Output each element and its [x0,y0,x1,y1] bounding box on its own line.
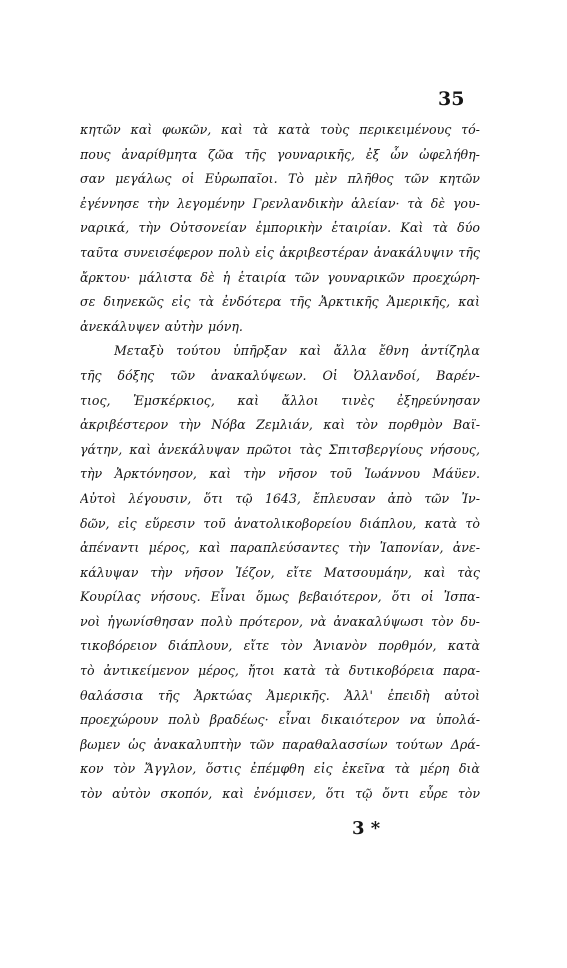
word: δικαιότερον [321,712,400,728]
text-line [80,733,480,758]
word: Οὐτσονείαν [169,220,247,236]
word: παρα- [443,663,480,679]
word: ἀκριβέστερον [80,417,169,433]
word: μέρος, [197,663,239,679]
word: ὅτι [325,786,346,802]
word: ἠγωνίσθησαν [107,613,194,629]
word: καὶ [198,540,221,556]
word: εἴτε [243,638,270,654]
word: τιος, [80,392,111,408]
word: ἤτοι [247,663,275,679]
word: γουναρικῆς, [276,146,356,162]
word: μὲν [314,171,338,187]
word: δύο [457,220,480,236]
word: τὰς [457,564,480,580]
word: βεβαιότερον, [298,589,382,605]
word: τῆς [244,146,267,162]
word: τῶν [294,269,320,285]
word: τούτου [176,343,221,359]
text-line [80,757,480,782]
word: ἐξ [365,146,380,162]
word: Ἀρκτικῆς [319,294,379,310]
word: δυτικοβόρεια [348,663,435,679]
word: πρότερον, [239,613,303,629]
word: ἑταιρία [238,269,287,285]
word: εὕρεσιν [145,515,195,531]
word: Ἀρκτώας [194,687,252,703]
text-line [80,487,480,512]
word: Ἰν- [461,490,480,506]
word: ἀντικείμενον [103,663,190,679]
word: Ἀνιανὸν [313,638,367,654]
word: νὰ [310,613,327,629]
word: Καὶ [400,220,424,236]
word: μόνη. [207,318,243,334]
word: τούτων [395,736,443,752]
word: λέγουσιν, [128,490,192,506]
word: δὲ [430,195,446,211]
word: προεχώρη- [412,269,480,285]
word: γουναρικῶν [327,269,405,285]
word: Εἶναι [210,589,246,605]
word: τικοβόρειον [80,638,157,654]
word: καὶ [237,392,260,408]
word: ἀνε- [452,540,480,556]
word: ὠφελήθη- [419,146,480,162]
word: πλῆθος [347,171,394,187]
word: ἐξηρεύνησαν [396,392,480,408]
word: Αὐτοὶ [80,490,117,506]
word: μέρος, [148,540,190,556]
word: γάτην, [80,441,123,457]
word: αὐτοὶ [444,687,480,703]
word: ἁλείαν· [351,195,400,211]
word: ἀνατολικοβορείου [234,515,352,531]
word: εὗρε [419,786,448,802]
word: Σπιτσβεργίους [328,441,423,457]
text-line [80,561,480,586]
word: κάλυψαν [80,564,139,580]
text-line [80,167,480,192]
word: ναρικά, [80,220,130,236]
word: ὅμως [255,589,289,605]
word: βωμεν [80,736,121,752]
word: Βαρέν- [436,367,480,383]
word: ἀντίζηλα [420,343,480,359]
text-line [80,782,480,807]
word: εἰς [255,244,274,260]
word: τὴν [147,195,170,211]
word: καὶ [458,294,480,310]
word: τὸ [465,515,480,531]
word: φωκῶν, [162,122,212,137]
word: τῆς [80,367,102,383]
word: ἀνακάλυψιν [373,244,454,260]
word: καὶ [222,786,244,802]
word: καὶ [299,343,322,359]
word: τὸ [80,663,95,679]
word: Ἰέζον, [235,564,275,580]
word: ὄντι [382,786,410,802]
word: Ἐμσκέρκιος, [133,392,215,408]
word: ἡ [222,269,231,285]
word: νοὶ [80,613,101,629]
word: Νόβα [211,417,246,433]
word: καὶ [130,122,153,137]
word: παραθαλασσίων [282,736,388,752]
word: ἐκεῖνα [342,761,385,777]
word: Γρενλανδικὴν [252,195,344,211]
text-line [80,659,480,684]
word: ἀνεκάλυψεν [80,318,160,334]
word: Ὀλλανδοί, [353,367,421,383]
word: ἀπὸ [387,490,413,506]
word: τῷ [235,490,253,506]
word: διάπλου, [359,515,417,531]
word: σε [80,294,96,310]
word: ὅτι [391,589,412,605]
word: ὅτι [203,490,224,506]
word: τὰ [394,761,410,777]
word: Ζεμλιάν, [256,417,313,433]
word: συνεισέφερον [123,244,214,260]
word: διὰ [458,761,480,777]
word: ἔθνη [379,343,409,359]
word: τὰ [407,195,423,211]
word: ἔπλευσαν [313,490,376,506]
word: μεγάλως [115,171,172,187]
signature-mark: 3 * [352,818,381,839]
word: ἀνακαλυπτὴν [153,736,242,752]
word: Μεταξὺ [114,343,164,359]
word: λεγομένην [177,195,245,211]
word: τὴν [243,466,266,482]
word: τὴν [138,220,161,236]
word: καὶ [323,417,346,433]
word: ἐγέννησε [80,195,140,211]
word: θαλάσσια [80,687,144,703]
word: ὡς [128,736,146,752]
word: πολὺ [200,613,233,629]
word: κητῶν [439,171,480,187]
word: καὶ [209,466,232,482]
word: τῆς [289,294,312,310]
word: μάλιστα [138,269,193,285]
word: τῆς [458,244,480,260]
word: ὑπῆρξαν [233,343,287,359]
word: ἀπέναντι [80,540,140,556]
text-line [80,192,480,217]
word: τῶν [403,171,429,187]
word: Ματσουμάην, [323,564,412,580]
text-line [80,708,480,733]
word: κατὰ [447,638,480,654]
text-line [80,634,480,659]
word: ταῦτα [80,244,119,260]
text-line [80,118,480,143]
text-line [80,216,480,241]
text-line [80,364,480,389]
word: περικειμένους [359,122,452,137]
word: τὰ [252,122,269,137]
word: τὰ [432,220,448,236]
text-line [80,585,480,610]
word: Ἰσπα- [443,589,480,605]
word: ἀκριβεστέραν [279,244,369,260]
word: Δρά- [450,736,480,752]
word: εἰς [313,761,333,777]
word: Οἱ [322,367,338,383]
word: ἐπέμφθη [250,761,305,777]
word: κητῶν [80,122,121,137]
word: τῷ [355,786,373,802]
word: τὸν [457,786,480,802]
word: ἐνδότερα [222,294,282,310]
word: ἐπειδὴ [387,687,430,703]
word: τὰ [198,294,215,310]
word: σαν [80,171,105,187]
word: τὴν [80,466,103,482]
text-line [80,610,480,635]
word: κον [80,761,104,777]
text-line [80,315,480,340]
word: Ἄγγλον, [144,761,197,777]
word: τῶν [249,736,275,752]
word: ἀνακαλύψεων. [210,367,307,383]
word: εἶναι [278,712,312,728]
word: βραδέως· [209,712,269,728]
text-line [80,438,480,463]
word: Εὐρωπαῖοι. [204,171,278,187]
word: Ἀμερικῆς. [266,687,330,703]
word: νῆσον [184,564,224,580]
word: τὸν [280,638,303,654]
word: ἐνόμισεν, [253,786,316,802]
word: τῆς [157,687,180,703]
word: καὶ [129,441,152,457]
word: κατὰ [277,122,311,137]
word: παραπλεύσαντες [230,540,339,556]
word: Ἀρκτόνησον, [114,466,197,482]
word: Ἰωάννου [364,466,421,482]
word: ὅστις [205,761,241,777]
word: τοὺς [320,122,350,137]
text-line [80,462,480,487]
word: νήσους. [150,589,201,605]
text-line [80,536,480,561]
word: καὶ [423,564,446,580]
word: σκοπόν, [160,786,213,802]
word: κατὰ [424,515,457,531]
word: τὴν [178,417,201,433]
word: να [409,712,426,728]
word: δόξης [117,367,155,383]
word: πρῶτοι [246,441,293,457]
word: τὰς [299,441,322,457]
word: δῶν, [80,515,110,531]
text-line [80,684,480,709]
word: ὑπολά- [435,712,480,728]
word: τοῦ [203,515,226,531]
word: τῶν [170,367,195,383]
word: πολὺ [218,244,250,260]
word: εἴτε [286,564,312,580]
word: τοῦ [329,466,352,482]
word: τινὲς [341,392,375,408]
word: Ἀλλ' [344,687,374,703]
body-text [80,118,480,807]
text-line [80,266,480,291]
word: τό- [461,122,480,137]
word: ἄρκτου· [80,269,131,285]
word: ἀναρίθμητα [121,146,198,162]
word: νήσους, [429,441,480,457]
word: πορθμὸν [388,417,443,433]
word: τὴν [150,564,173,580]
word: ζῶα [208,146,234,162]
text-line [80,389,480,414]
word: προεχώρουν [80,712,159,728]
text-line [80,290,480,315]
text-line [80,512,480,537]
page-number: 35 [438,88,465,110]
word: εἰς [171,294,191,310]
word: 1643, [264,490,301,506]
word: αὐτὸν [112,786,151,802]
word: Τὸ [288,171,305,187]
word: νῆσον [278,466,318,482]
word: διηνεκῶς [103,294,164,310]
word: Βαϊ- [453,417,480,433]
word: διάπλουν, [168,638,233,654]
text-line [80,339,480,364]
word: ὧν [390,146,409,162]
word: πους [80,146,111,162]
word: τὸν [355,417,378,433]
word: Ἰαπονίαν, [379,540,444,556]
word: εἰς [117,515,137,531]
word: τὸν [80,786,103,802]
word: δυ- [460,613,480,629]
word: τὰ [324,663,341,679]
text-line [80,413,480,438]
word: πορθμόν, [378,638,437,654]
word: καὶ [221,122,243,137]
text-line [80,143,480,168]
word: ἄλλα [333,343,367,359]
word: ἑταιρίαν. [331,220,392,236]
word: κατὰ [283,663,316,679]
word: τὸν [113,761,136,777]
word: Ἀμερικῆς, [386,294,451,310]
word: ἀνακαλύψωσι [333,613,425,629]
word: δὲ [200,269,215,285]
word: ἐμπορικὴν [255,220,323,236]
word: ἀνεκάλυψαν [158,441,240,457]
word: τῶν [424,490,450,506]
text-line [80,241,480,266]
word: Κουρίλας [80,589,141,605]
word: τὴν [348,540,371,556]
word: πολὺ [168,712,200,728]
word: μέρη [419,761,450,777]
word: ἄλλοι [281,392,319,408]
word: γου- [452,195,480,211]
word: οἱ [421,589,434,605]
word: αὐτὴν [164,318,203,334]
word: Μάϋεν. [432,466,480,482]
word: τὸν [431,613,454,629]
word: οἱ [181,171,195,187]
